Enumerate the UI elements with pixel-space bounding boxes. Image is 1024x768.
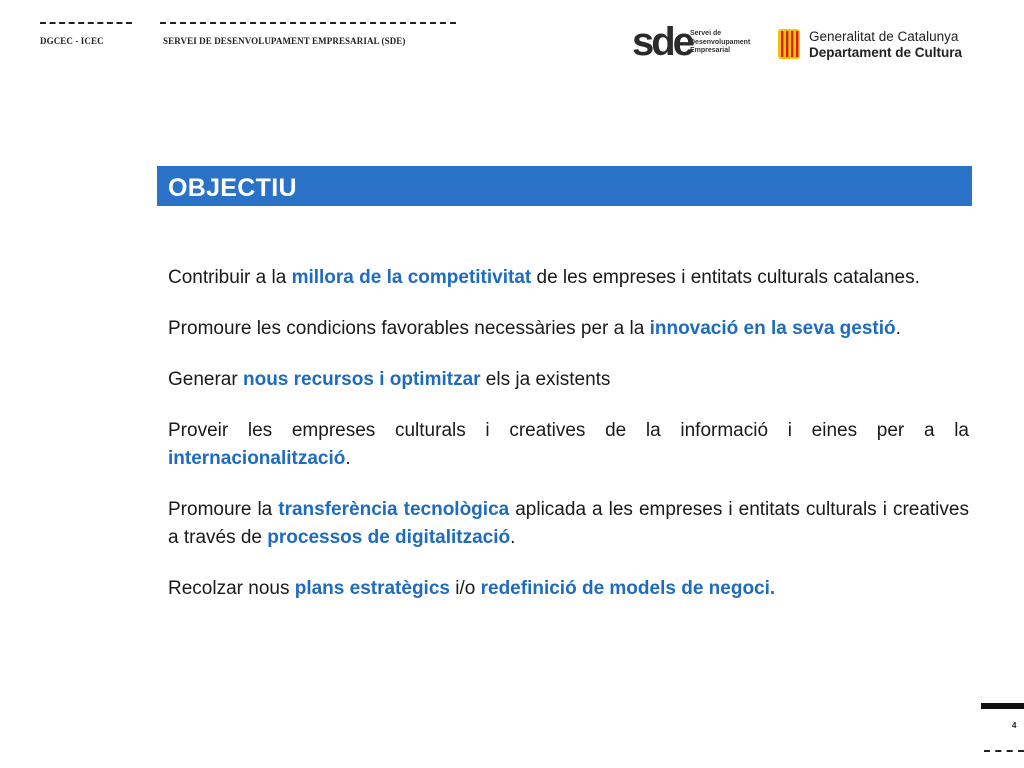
paragraph-text: i/o (449, 578, 481, 599)
section-title: OBJECTIU (168, 174, 297, 202)
objective-paragraph (168, 315, 969, 343)
paragraph-text: Promoure la (168, 499, 279, 520)
highlighted-phrase: redefinició de models de negoci. (480, 578, 776, 599)
paragraph-text: Promoure les condicions favorables necessàries per a la (168, 318, 650, 339)
paragraph-text: Contribuir a la (168, 267, 292, 288)
footer-rule (984, 750, 1024, 752)
paragraph-text: . (510, 527, 516, 548)
header-center-label: SERVEI DE DESENVOLUPAMENT EMPRESARIAL (SDE) (163, 36, 406, 46)
paragraph-text: aplicada a les empreses i entitats culturals i creatives a través de (168, 499, 969, 548)
highlighted-phrase: plans estratègics (294, 578, 450, 599)
objective-paragraph (168, 496, 969, 552)
header-left-label: DGCEC - ICEC (40, 36, 104, 46)
objective-paragraph (168, 575, 969, 603)
objectives-list (168, 264, 969, 626)
highlighted-phrase: internacionalització (168, 448, 346, 469)
highlighted-phrase: transferència tecnològica (278, 499, 510, 520)
sde-sub-line: Empresarial (690, 47, 731, 54)
highlighted-phrase: nous recursos i optimitzar (242, 369, 481, 390)
sde-sub-line: Desenvolupament (690, 38, 751, 46)
generalitat-name: Generalitat de Catalunya (809, 29, 959, 44)
section-title-bar (157, 166, 972, 206)
sde-sub-line: Servei de (690, 30, 722, 37)
objective-paragraph (168, 264, 969, 292)
paragraph-text: els ja existents (480, 369, 611, 390)
generalitat-logo (778, 29, 998, 61)
sde-logo-word: sde (632, 20, 692, 64)
objective-paragraph (168, 417, 969, 473)
highlighted-phrase: millora de la competitivitat (291, 267, 532, 288)
paragraph-text: Proveir les empreses culturals i creatives de la informació i eines per a la (168, 420, 969, 441)
objective-paragraph (168, 366, 969, 394)
page-number-bar (981, 703, 1024, 709)
department-name: Departament de Cultura (809, 45, 963, 60)
paragraph-text: . (895, 318, 901, 339)
highlighted-phrase: innovació en la seva gestió (649, 318, 896, 339)
paragraph-text: Recolzar nous (168, 578, 295, 599)
header-center-rule (160, 22, 456, 24)
senyera-icon (778, 29, 800, 59)
page-number: 4 (1012, 721, 1017, 730)
highlighted-phrase: processos de digitalització (267, 527, 511, 548)
paragraph-text: . (345, 448, 351, 469)
sde-logo (632, 20, 762, 66)
sde-logo-subtitle (690, 30, 760, 56)
paragraph-text: Generar (168, 369, 243, 390)
paragraph-text: de les empreses i entitats culturals catalanes. (531, 267, 920, 288)
header-left-rule (40, 22, 132, 24)
